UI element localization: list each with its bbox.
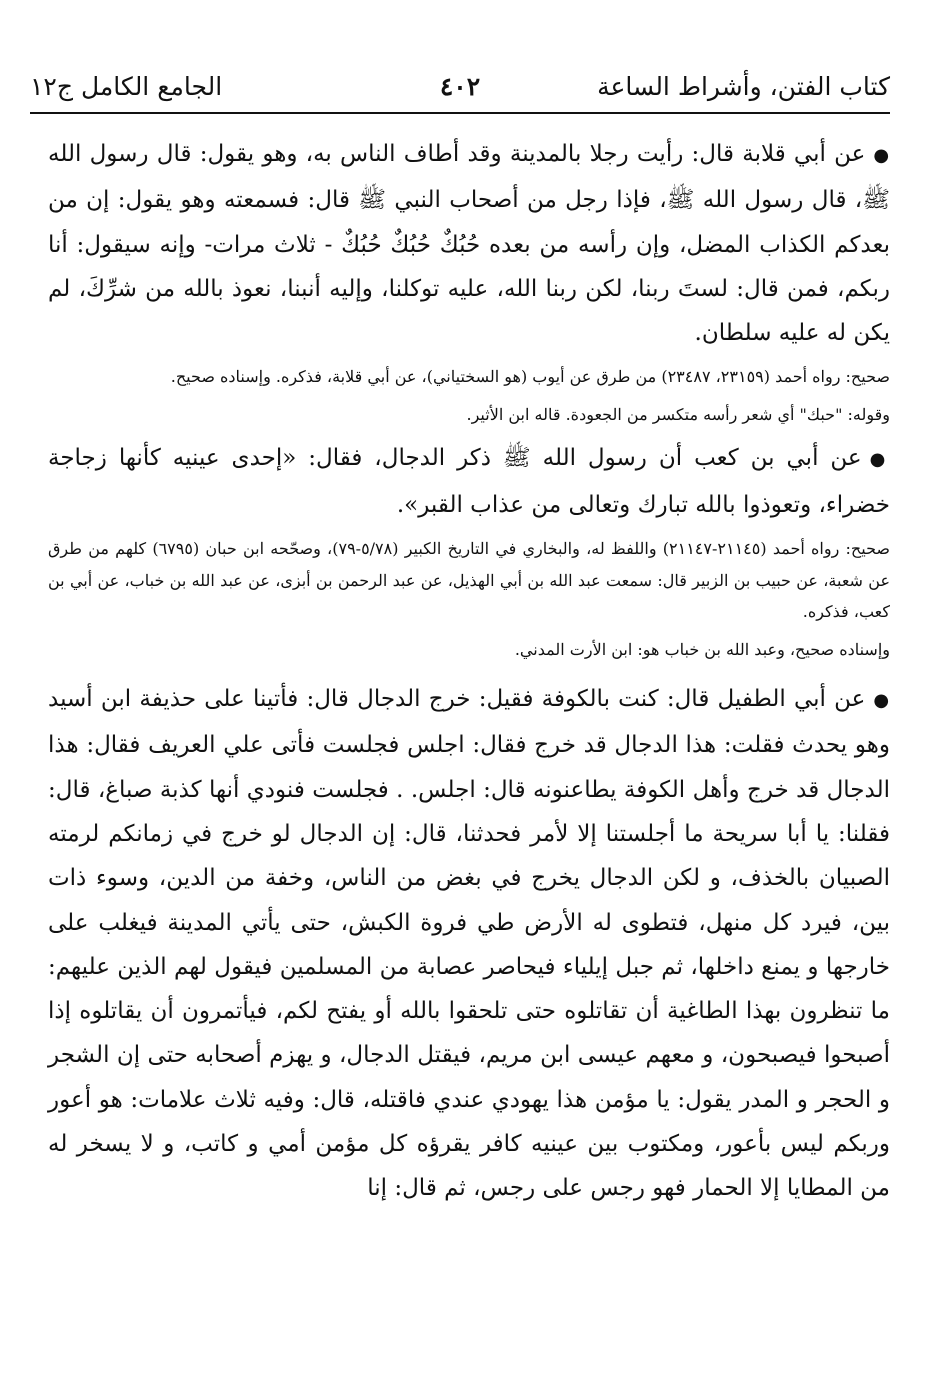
bullet-icon: ● <box>869 449 890 471</box>
commentary-note: وقوله: "حبك" أي شعر رأسه متكسر من الجعودة. قاله ابن الأثير. <box>466 404 890 424</box>
hadith-entry <box>48 677 890 1211</box>
hadith-text: عن أبي الطفيل قال: كنت بالكوفة فقيل: خرج الدجال قال: فأتينا على حذيفة ابن أسيد وهو يحدث فقلت: هذا الدجال قد خرج فقال: اجلس فجلست فأتى علي العريف فقال: هذا الدجال قد خرج وأهل الكوفة يطاعنونه قال: اجلس. . فجلست فنودي أنها كذبة صباغ، قال: فقلنا: يا أبا سريحة ما أجلستنا إلا لأمر فحدثنا، قال: إن الدجال لو خرج في زمانكم لرمته الصبيان بالخذف، و لكن الدجال يخرج في بغض من الناس، وخفة من الدين، وسوء ذات بين، فيرد كل منهل، فتطوى له الأرض طي فروة الكبش، حتى يأتي المدينة فيغلب على خارجها و يمنع داخلها، ثم جبل إيلياء فيحاصر عصابة من المسلمين فيقول لهم الذين عليهم: ما تنظرون بهذا الطاغية أن تقاتلوه حتى تلحقوا بالله أو يفتح لكم، فيأتمرون أن يقاتلوه إذا أصبحوا فيصبحون، و معهم عيسى ابن مريم، فيقتل الدجال، و يهزم أصحابه حتى إن الشجر و الحجر و المدر يقول: يا مؤمن هذا يهودي عندي فاقتله، قال: وفيه ثلاث علامات: هو أعور وربكم ليس بأعور، ومكتوب بين عينيه كافر يقرؤه كل مؤمن أمي و كاتب، و لا يسخر له من المطايا إلا الحمار فهو رجس على رجس، ثم قال: إنا <box>48 686 890 1202</box>
commentary-note: وإسناده صحيح، وعبد الله بن خباب هو: ابن الأرت المدني. <box>514 639 890 659</box>
hadith-entry <box>48 132 890 355</box>
hadith-text: عن أبي قلابة قال: رأيت رجلا بالمدينة وقد أطاف الناس به، وهو يقول: قال رسول الله ﷺ، قال رسول الله ﷺ، فإذا رجل من أصحاب النبي ﷺ قال: فسمعته وهو يقول: إن من بعدكم الكذاب المضل، وإن رأسه من بعده حُبُكٌ حُبُكٌ حُبُكٌ - ثلاث مرات- وإنه سيقول: أنا ربكم، فمن قال: لستَ ربنا، لكن ربنا الله، عليه توكلنا، وإليه أنبنا، نعوذ بالله من شرِّكَ، لم يكن له عليه سلطان. <box>48 141 890 347</box>
volume-title: الجامع الكامل ج١٢ <box>30 72 223 101</box>
commentary-note: صحيح: رواه أحمد (٢١١٤٥-٢١١٤٧) واللفظ له، والبخاري في التاريخ الكبير (٥/٧٨-٧٩)، وصحّحه ابن حبان (٦٧٩٥) كلهم من طرق عن شعبة، عن حبيب بن الزبير قال: سمعت عبد الله بن أبي الهذيل، عن عبد الرحمن بن أبزى، عن عبد الله بن خباب، عن أبي بن كعب، فذكره. <box>48 539 890 622</box>
hadith-entry <box>48 436 890 527</box>
page-content <box>48 132 890 1211</box>
hadith-text: عن أبي بن كعب أن رسول الله ﷺ ذكر الدجال، فقال: «إحدى عينيه كأنها زجاجة خضراء، وتعوذوا بالله تبارك وتعالى من عذاب القبر». <box>48 445 890 518</box>
book-title: كتاب الفتن، وأشراط الساعة <box>597 72 890 101</box>
page-header <box>30 64 890 114</box>
bullet-icon: ● <box>873 690 890 712</box>
page-number: ٤٠٢ <box>439 72 481 101</box>
commentary-note: صحيح: رواه أحمد (٢٣١٥٩، ٢٣٤٨٧) من طرق عن أيوب (هو السختياني)، عن أبي قلابة، فذكره. وإسناده صحيح. <box>170 367 890 387</box>
bullet-icon: ● <box>873 145 890 166</box>
